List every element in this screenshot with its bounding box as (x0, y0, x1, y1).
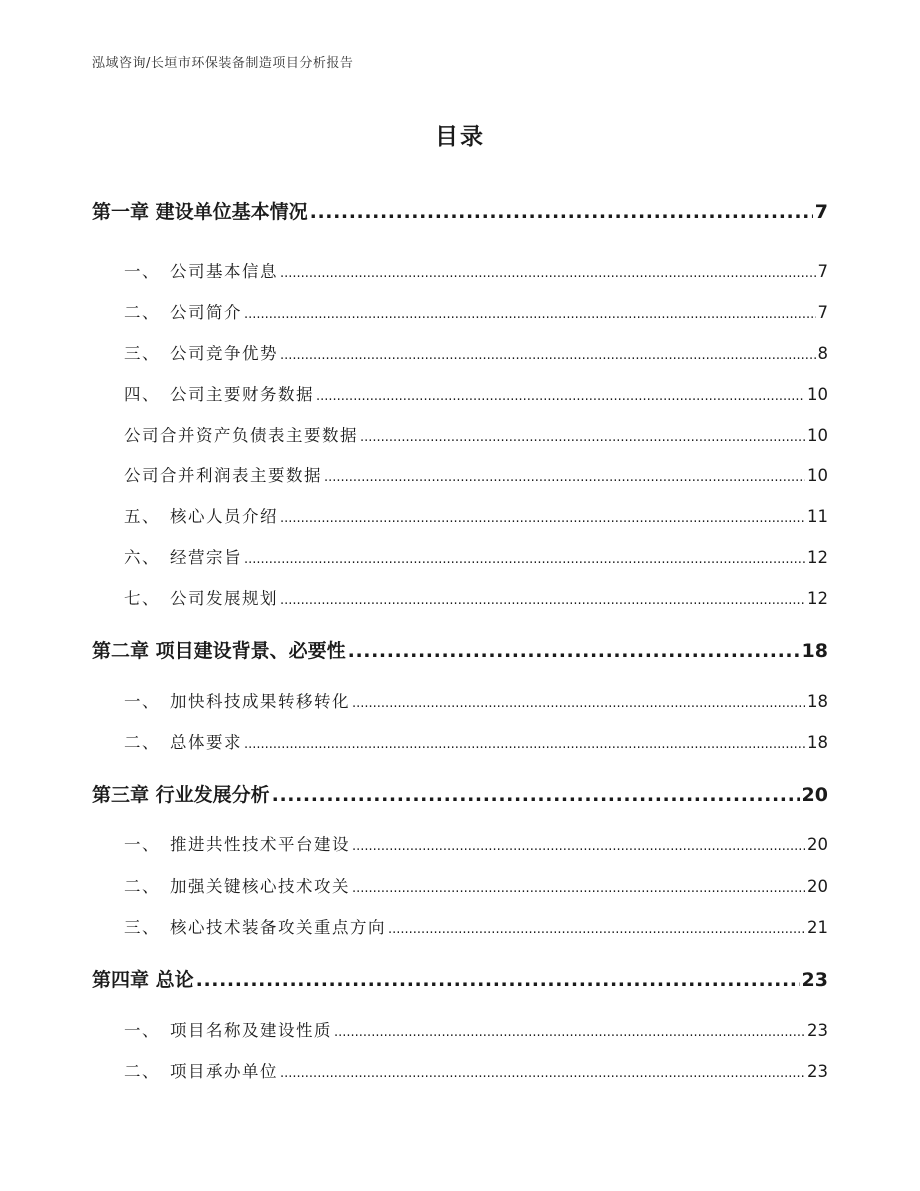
toc-entry-title (92, 636, 346, 663)
dot-leader (360, 430, 805, 445)
toc-entry-label: 推进共性技术平台建设 (170, 835, 350, 854)
toc-entry-title (124, 831, 350, 855)
toc-entry-label: 公司主要财务数据 (170, 385, 314, 404)
dot-leader (280, 1066, 805, 1081)
toc-entry-label: 项目承办单位 (170, 1062, 278, 1081)
toc-entry-label: 核心人员介绍 (170, 507, 278, 526)
dot-leader (244, 737, 805, 752)
toc-entry-label: 加快科技成果转移转化 (170, 692, 350, 711)
toc-page-number: 10 (807, 385, 828, 404)
toc-section-entry[interactable] (124, 831, 828, 855)
toc-entry-number: 三、 (124, 344, 160, 363)
toc-entry-number: 五、 (124, 507, 160, 526)
toc-page-number: 10 (807, 426, 828, 445)
dot-leader (280, 348, 816, 363)
toc-entry-title (124, 462, 322, 486)
dot-leader (324, 470, 805, 485)
toc-section-entry[interactable] (124, 258, 828, 282)
toc-entry-label: 项目名称及建设性质 (170, 1021, 332, 1040)
toc-entry-label: 总体要求 (170, 733, 242, 752)
toc-entry-number: 二、 (124, 303, 160, 322)
dot-leader (196, 969, 800, 991)
toc-page-number: 23 (801, 969, 828, 991)
dot-leader (348, 640, 800, 662)
dot-leader (352, 881, 805, 896)
toc-section-entry[interactable] (124, 299, 828, 323)
toc-page-number: 12 (807, 589, 828, 608)
toc-entry-number: 四、 (124, 385, 160, 404)
toc-section-entry[interactable] (124, 914, 828, 938)
dot-leader (244, 307, 816, 322)
toc-entry-title (92, 965, 194, 992)
toc-entry-title (124, 729, 242, 753)
toc-entry-title (92, 780, 270, 807)
toc-page-number: 23 (807, 1062, 828, 1081)
toc-entry-number: 二、 (124, 733, 160, 752)
toc-section-entry[interactable] (124, 729, 828, 753)
toc-section-entry[interactable] (124, 688, 828, 712)
dot-leader (280, 266, 816, 281)
toc-entry-number: 一、 (124, 835, 160, 854)
toc-page-number: 12 (807, 548, 828, 567)
toc-page-number: 7 (817, 303, 828, 322)
toc-entry-label: 第三章 行业发展分析 (92, 784, 270, 806)
dot-leader (352, 839, 805, 854)
toc-entry-title (124, 688, 350, 712)
dot-leader (244, 552, 805, 567)
toc-entry-title (124, 381, 314, 405)
toc-page-number: 21 (807, 918, 828, 937)
toc-entry-label: 核心技术装备攻关重点方向 (170, 918, 386, 937)
toc-entry-label: 经营宗旨 (170, 548, 242, 567)
toc-section-entry[interactable] (124, 544, 828, 568)
toc-chapter-entry[interactable] (92, 197, 828, 224)
toc-entry-title (124, 503, 278, 527)
toc-section-entry[interactable] (124, 503, 828, 527)
toc-entry-title (124, 544, 242, 568)
toc-section-entry[interactable] (124, 462, 828, 486)
toc-entry-number: 二、 (124, 1062, 160, 1081)
toc-section-entry[interactable] (124, 381, 828, 405)
toc-entry-number: 一、 (124, 1021, 160, 1040)
toc-entry-label: 第四章 总论 (92, 969, 194, 991)
dot-leader (334, 1025, 805, 1040)
toc-entry-number: 三、 (124, 918, 160, 937)
toc-entry-label: 第二章 项目建设背景、必要性 (92, 640, 346, 662)
toc-entry-title (124, 340, 278, 364)
dot-leader (388, 922, 805, 937)
dot-leader (352, 696, 805, 711)
dot-leader (316, 389, 805, 404)
toc-entry-number: 七、 (124, 589, 160, 608)
toc-section-entry[interactable] (124, 422, 828, 446)
toc-entry-label: 公司发展规划 (170, 589, 278, 608)
toc-page-number: 20 (807, 877, 828, 896)
page-title: 目录 (435, 124, 485, 150)
dot-leader (280, 593, 805, 608)
running-header: 泓域咨询/长垣市环保装备制造项目分析报告 (92, 56, 354, 71)
toc-entry-number: 二、 (124, 877, 160, 896)
toc-chapter-entry[interactable] (92, 965, 828, 992)
toc-section-entry[interactable] (124, 873, 828, 897)
toc-entry-title (124, 873, 350, 897)
dot-leader (310, 201, 813, 223)
toc-entry-label: 第一章 建设单位基本情况 (92, 201, 308, 223)
toc-entry-label: 加强关键核心技术攻关 (170, 877, 350, 896)
toc-entry-title (124, 422, 358, 446)
toc-entry-title (92, 197, 308, 224)
toc-entry-title (124, 914, 386, 938)
dot-leader (280, 511, 805, 526)
toc-entry-title (124, 1017, 332, 1041)
toc-chapter-entry[interactable] (92, 780, 828, 807)
toc-section-entry[interactable] (124, 1058, 828, 1082)
toc-page-number: 8 (817, 344, 828, 363)
toc-entry-title (124, 299, 242, 323)
toc-chapter-entry[interactable] (92, 636, 828, 663)
toc-page-number: 7 (814, 201, 828, 223)
toc-page-number: 18 (807, 692, 828, 711)
toc-page-number: 20 (801, 784, 828, 806)
toc-entry-number: 一、 (124, 692, 160, 711)
toc-section-entry[interactable] (124, 340, 828, 364)
toc-entry-label: 公司简介 (170, 303, 242, 322)
toc-page-number: 7 (817, 262, 828, 281)
toc-page-number: 20 (807, 835, 828, 854)
toc-entry-number: 六、 (124, 548, 160, 567)
toc-entry-number: 一、 (124, 262, 160, 281)
toc-entry-label: 公司基本信息 (170, 262, 278, 281)
toc-entry-label: 公司合并利润表主要数据 (124, 466, 322, 485)
dot-leader (272, 784, 800, 806)
toc-entry-title (124, 585, 278, 609)
toc-entry-label: 公司合并资产负债表主要数据 (124, 426, 358, 445)
toc-page-number: 18 (801, 640, 828, 662)
toc-section-entry[interactable] (124, 1017, 828, 1041)
toc-page-number: 10 (807, 466, 828, 485)
toc-entry-title (124, 1058, 278, 1082)
toc-page-number: 11 (807, 507, 828, 526)
toc-entry-title (124, 258, 278, 282)
toc-page-number: 23 (807, 1021, 828, 1040)
toc-page-number: 18 (807, 733, 828, 752)
toc-section-entry[interactable] (124, 585, 828, 609)
toc-entry-label: 公司竞争优势 (170, 344, 278, 363)
